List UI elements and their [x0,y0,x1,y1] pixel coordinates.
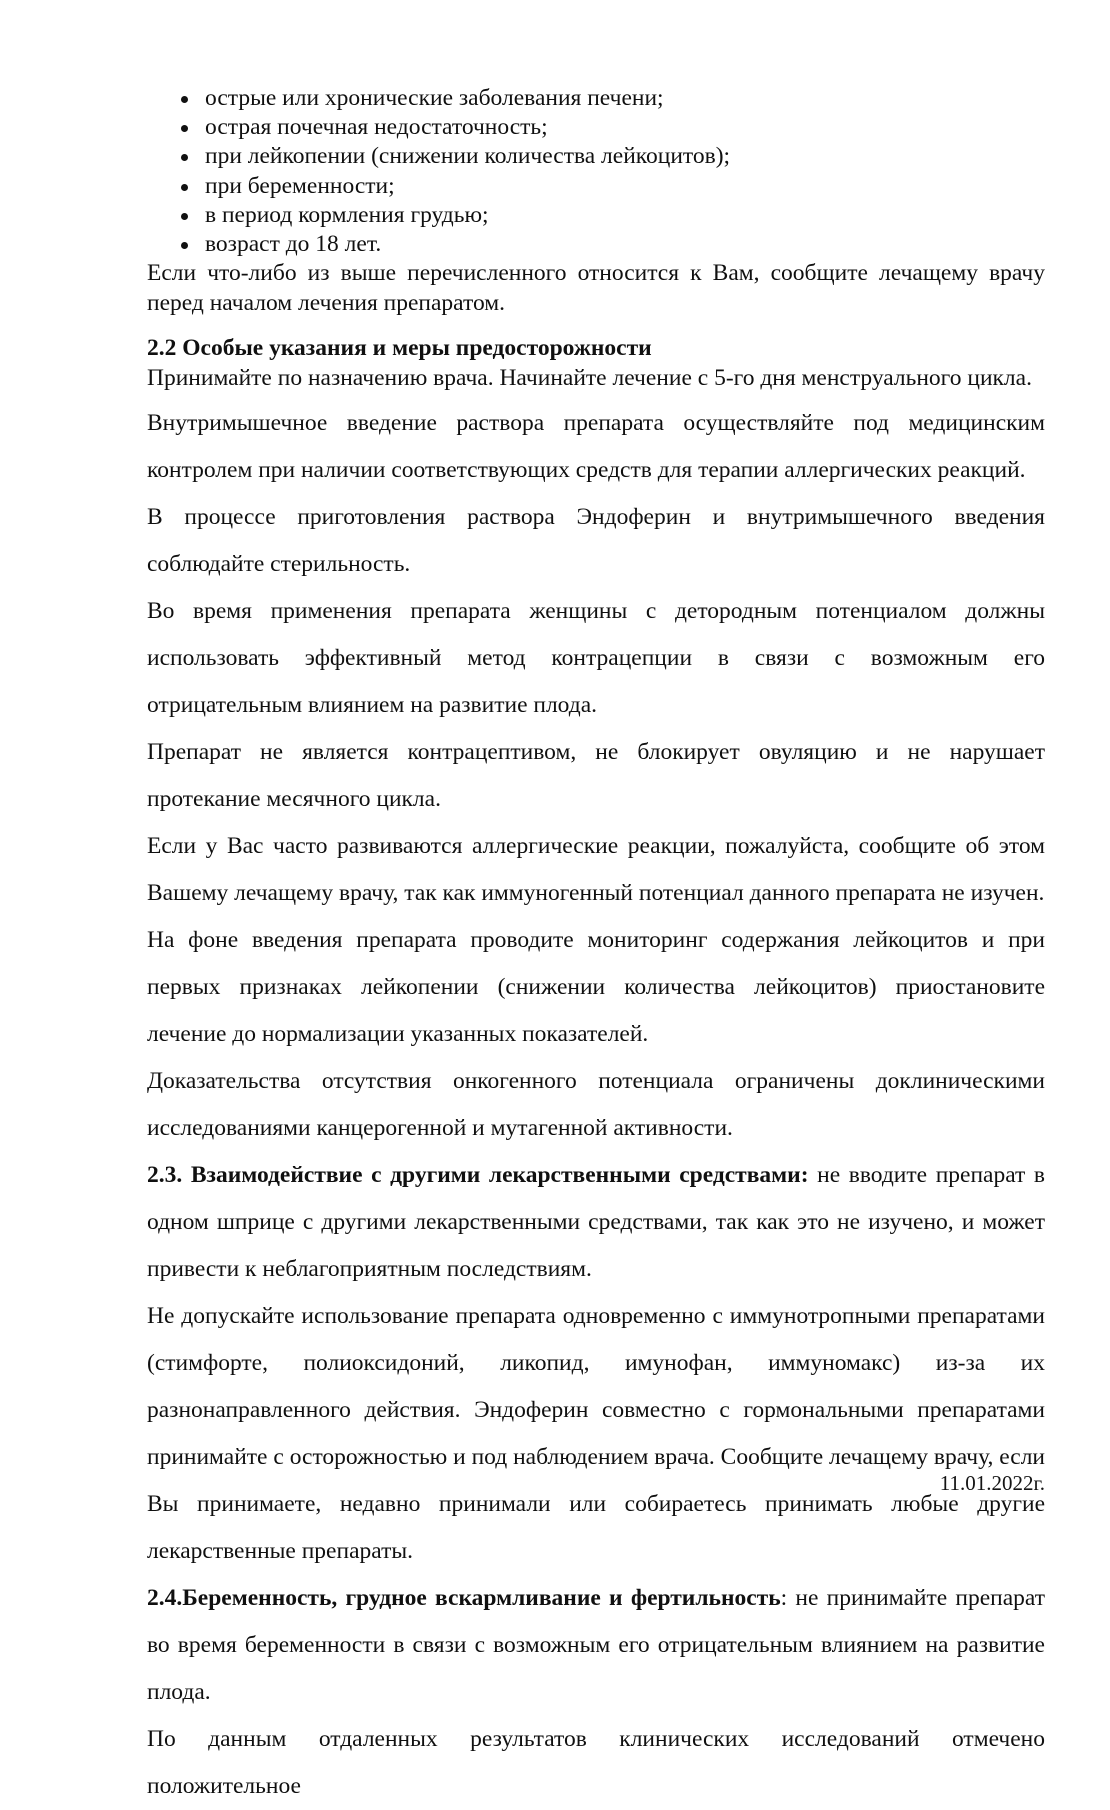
paragraph-2-2-5: Препарат не является контрацептивом, не блокирует овуляцию и не нарушает протекание месячного цикла. [147,738,1045,812]
paragraph-2-2-3: В процессе приготовления раствора Эндоферин и внутримышечного введения соблюдайте стерильность. [147,503,1045,577]
paragraph-2-2-1: Принимайте по назначению врача. Начинайте лечение с 5-го дня менструального цикла. [147,365,1032,392]
paragraph-2-2-4: Во время применения препарата женщины с детородным потенциалом должны использовать эффективный метод контрацепции в связи с возможным его отрицательным влиянием на развитие плода. [147,597,1045,718]
section-heading-2-4: 2.4.Беременность, грудное вскармливание и фертильность [147,1584,781,1611]
list-item: в период кормления грудью; [147,201,1045,230]
list-item: при лейкопении (снижении количества лейкоцитов); [147,142,1045,171]
paragraph-2-4-1: По данным отдаленных результатов клинических исследований отмечено положительное [147,1725,1045,1799]
paragraph-2-3-lead-rest: не вводите препарат в одном шприце с другими лекарственными средствами, так как это не изучено, и может привести к неблагоприятным последствиям. [147,1161,1045,1282]
section-heading-2-2: 2.2 Особые указания и меры предосторожности [147,335,652,362]
spacer [147,318,1045,332]
paragraph-2-2-2: Внутримышечное введение раствора препарата осуществляйте под медицинским контролем при наличии соответствующих средств для терапии аллергических реакций. [147,409,1045,483]
section-heading-2-3: 2.3. Взаимодействие с другими лекарственными средствами: [147,1161,809,1188]
paragraph-2-2-6: Если у Вас часто развиваются аллергические реакции, пожалуйста, сообщите об этом Вашему лечащему врачу, так как иммуногенный потенциал данного препарата не изучен. [147,832,1045,906]
paragraph-2-3-1: Не допускайте использование препарата одновременно с иммунотропными препаратами (стимфорте, полиоксидоний, ликопид, имунофан, иммуномакс) из-за их разнонаправленного действия. Эндоферин совместно с гормональными препаратами принимайте с осторожностью и под наблюдением врача. Сообщите лечащему врачу, если Вы принимаете, недавно принимали или собираетесь принимать любые другие лекарственные препараты. [147,1302,1045,1564]
list-item: острые или хронические заболевания печени; [147,84,1045,113]
document-body [147,84,1045,1810]
intro-paragraph: Если что-либо из выше перечисленного относится к Вам, сообщите лечащему врачу перед началом лечения препаратом. [147,260,1045,316]
paragraph-2-4-lead [147,1575,1045,1716]
footer-date: 11.01.2022г. [939,1471,1045,1495]
contraindications-list [147,84,1045,259]
list-item: острая почечная недостаточность; [147,113,1045,142]
list-item: возраст до 18 лет. [147,230,1045,259]
paragraph-2-2-7: На фоне введения препарата проводите мониторинг содержания лейкоцитов и при первых признаках лейкопении (снижении количества лейкоцитов) приостановите лечение до нормализации указанных показателей. [147,926,1045,1047]
list-item: при беременности; [147,172,1045,201]
paragraph-2-3-lead [147,1152,1045,1293]
paragraph-2-2-8: Доказательства отсутствия онкогенного потенциала ограничены доклиническими исследованиями канцерогенной и мутагенной активности. [147,1067,1045,1141]
paragraph-2-4-lead-rest: : не принимайте препарат во время беременности в связи с возможным его отрицательным влиянием на развитие плода. [147,1584,1045,1705]
